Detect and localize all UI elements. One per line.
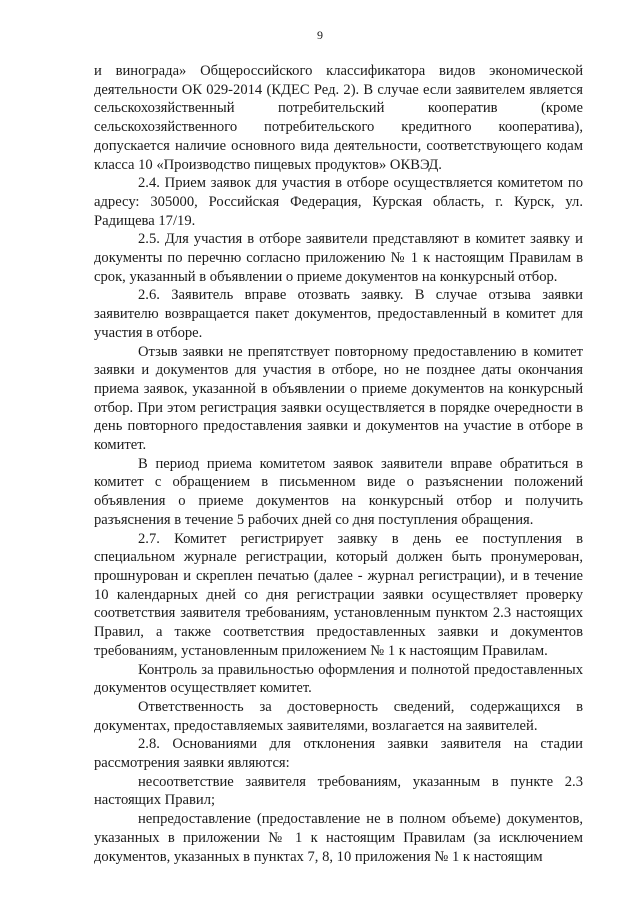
paragraph-reason-1: несоответствие заявителя требованиям, указанным в пункте 2.3 настоящих Правил; bbox=[94, 773, 583, 809]
paragraph-2-5: 2.5. Для участия в отборе заявители представляют в комитет заявку и документы по перечню согласно приложению № 1 к настоящим Правилам в срок, указанный в объявлении о приеме документов на конкурсный отбор. bbox=[94, 231, 583, 285]
paragraph-2-7: 2.7. Комитет регистрирует заявку в день ее поступления в специальном журнале регистрации, который должен быть пронумерован, прошнурован и скреплен печатью (далее - журнал регистрации), и в течение 10 календарных дней со дня регистрации заявки осуществляет проверку соответствия заявителя требованиям, установленным пунктом 2.3 настоящих Правил, а также соответствия предоставленных заявки и документов требованиям, установленным приложением № 1 к настоящим Правилам. bbox=[94, 530, 583, 659]
page-number: 9 bbox=[317, 28, 323, 42]
paragraph-responsibility: Ответственность за достоверность сведений, содержащихся в документах, предоставляемых заявителями, возлагается на заявителей. bbox=[94, 698, 583, 734]
paragraph-withdrawal: Отзыв заявки не препятствует повторному предоставлению в комитет заявки и документов для участия в отборе, но не позднее даты окончания приема заявок, указанной в объявлении о приеме документов на конкурсный отбор. При этом регистрация заявки осуществляется в порядке очередности в день повторного предоставления заявки и документов на участие в отборе в комитет. bbox=[94, 343, 583, 454]
paragraph-2-8: 2.8. Основаниями для отклонения заявки заявителя на стадии рассмотрения заявки являются: bbox=[94, 736, 583, 772]
document-body bbox=[94, 62, 583, 866]
paragraph-control: Контроль за правильностью оформления и полнотой предоставленных документов осуществляет комитет. bbox=[94, 661, 583, 697]
paragraph-clarification: В период приема комитетом заявок заявители вправе обратиться в комитет с обращением в письменном виде о разъяснении положений объявления о приеме документов на конкурсный отбор и получить разъяснения в течение 5 рабочих дней со дня поступления обращения. bbox=[94, 455, 583, 528]
paragraph-reason-2: непредоставление (предоставление не в полном объеме) документов, указанных в приложении № 1 к настоящим Правилам (за исключением документов, указанных в пунктах 7, 8, 10 приложения № 1 к настоящим bbox=[94, 811, 583, 865]
paragraph-2-4: 2.4. Прием заявок для участия в отборе осуществляется комитетом по адресу: 305000, Российская Федерация, Курская область, г. Курск, ул. Радищева 17/19. bbox=[94, 175, 583, 229]
paragraph-continuation: и винограда» Общероссийского классификатора видов экономической деятельности ОК 029-2014 (КДЕС Ред. 2). В случае если заявителем является сельскохозяйственный потребительский кооператив (кроме сельскохозяйственного потребительского кредитного кооператива), допускается наличие основного вида деятельности, соответствующего кодам класса 10 «Производство пищевых продуктов» ОКВЭД. bbox=[94, 63, 583, 173]
paragraph-2-6: 2.6. Заявитель вправе отозвать заявку. В случае отзыва заявки заявителю возвращается пакет документов, предоставленный в комитет для участия в отборе. bbox=[94, 287, 583, 341]
